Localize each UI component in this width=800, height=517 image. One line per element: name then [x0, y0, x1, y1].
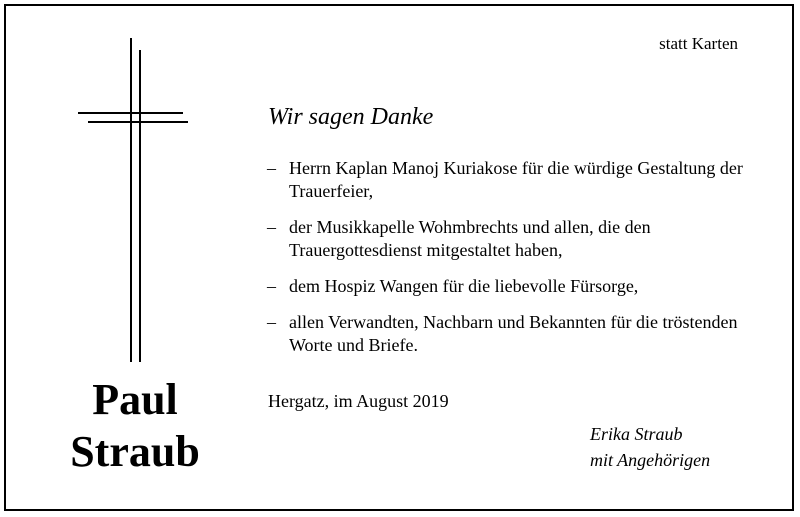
dash-bullet: – [267, 158, 276, 178]
thanks-list [267, 157, 747, 370]
list-item-text: dem Hospiz Wangen für die liebevolle Fürsorge, [289, 276, 639, 296]
list-item-text: allen Verwandten, Nachbarn und Bekannten für die tröstenden Worte und Briefe. [289, 312, 738, 355]
dash-bullet: – [267, 217, 276, 237]
statt-karten-note: statt Karten [659, 34, 738, 53]
list-item-text: der Musikkapelle Wohmbrechts und allen, die den Trauergottesdienst mitgestaltet haben, [289, 217, 651, 260]
list-item [267, 311, 747, 357]
deceased-first-name: Paul [92, 375, 178, 424]
signers [590, 421, 710, 473]
thanks-heading: Wir sagen Danke [268, 104, 434, 130]
cross-icon [78, 38, 188, 362]
signer-relatives: mit Angehörigen [590, 450, 711, 470]
dash-bullet: – [267, 312, 276, 332]
deceased-last-name: Straub [70, 427, 200, 476]
list-item-text: Herrn Kaplan Manoj Kuriakose für die würdige Gestaltung der Trauerfeier, [289, 158, 743, 201]
list-item [267, 157, 747, 203]
list-item [267, 216, 747, 262]
dash-bullet: – [267, 276, 276, 296]
place-date: Hergatz, im August 2019 [268, 391, 449, 411]
signer-name: Erika Straub [590, 424, 683, 444]
list-item [267, 275, 747, 298]
